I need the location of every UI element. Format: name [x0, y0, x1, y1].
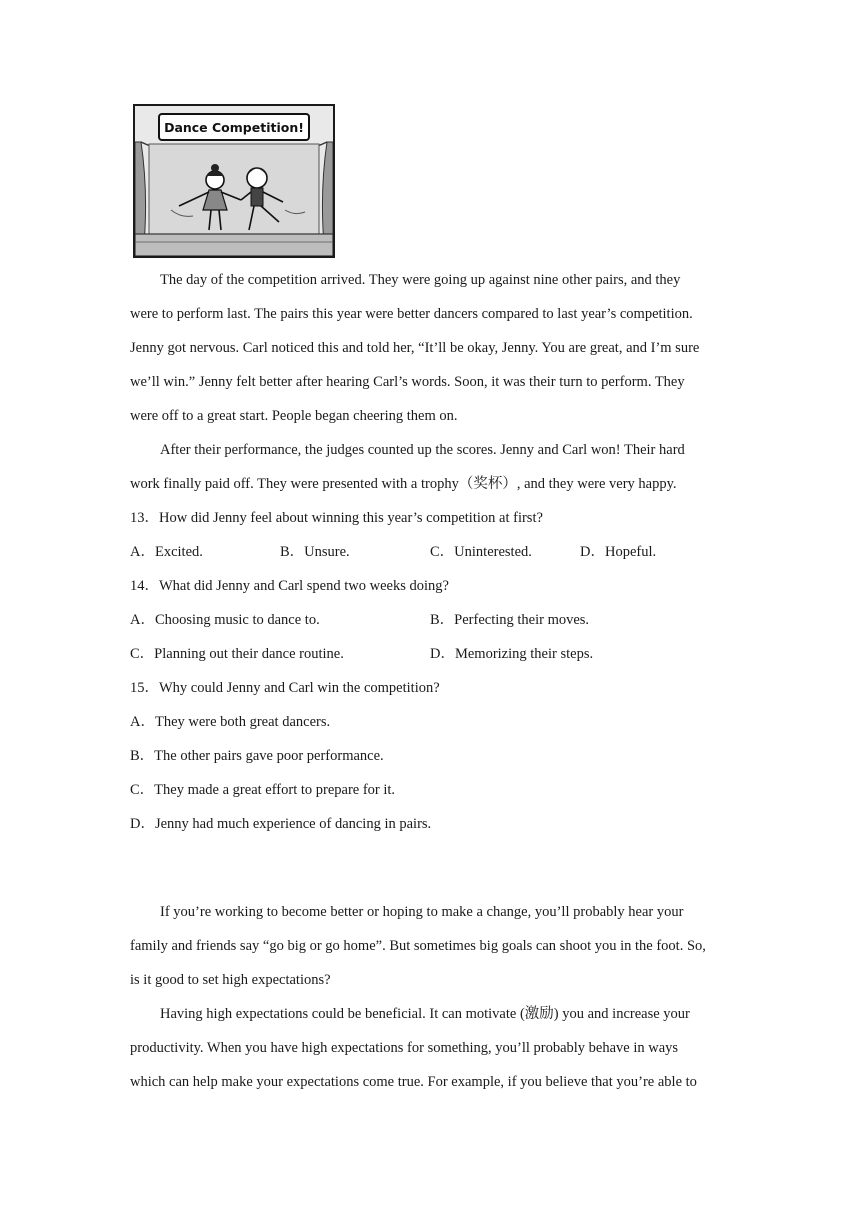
passage1-line: Jenny got nervous. Carl noticed this and told her, “It’ll be okay, Jenny. You are great, and I’m sure — [130, 340, 700, 356]
question-15-option-b[interactable]: B．The other pairs gave poor performance. — [130, 748, 384, 764]
question-15-option-d[interactable]: D．Jenny had much experience of dancing in pairs. — [130, 816, 432, 832]
passage2-line: family and friends say “go big or go home”. But sometimes big goals can shoot you in the foot. So, — [130, 938, 706, 954]
question-15-option-a[interactable]: A．They were both great dancers. — [130, 714, 331, 730]
passage1-line: The day of the competition arrived. They were going up against nine other pairs, and they — [160, 272, 681, 288]
passage2-line: If you’re working to become better or hoping to make a change, you’ll probably hear your — [160, 904, 684, 920]
passage2-line: which can help make your expectations come true. For example, if you believe that you’re able to — [130, 1074, 697, 1090]
passage1-line: we’ll win.” Jenny felt better after hearing Carl’s words. Soon, it was their turn to perform. They — [130, 374, 685, 390]
question-15-stem: 15．Why could Jenny and Carl win the competition? — [130, 680, 440, 696]
passage1-line: were to perform last. The pairs this year were better dancers compared to last year’s competition. — [130, 306, 693, 322]
passage2-line: productivity. When you have high expectations for something, you’ll probably behave in ways — [130, 1040, 679, 1056]
question-13-option-a[interactable]: A．Excited. — [130, 544, 203, 560]
dance-competition-illustration — [133, 104, 335, 258]
question-14-option-a[interactable]: A．Choosing music to dance to. — [130, 612, 320, 628]
question-15-option-c[interactable]: C．They made a great effort to prepare for it. — [130, 782, 396, 798]
question-14-option-c[interactable]: C．Planning out their dance routine. — [130, 646, 344, 662]
stage-drawing — [135, 106, 333, 256]
question-13-stem: 13．How did Jenny feel about winning this year’s competition at first? — [130, 510, 543, 526]
passage1-line: work finally paid off. They were presented with a trophy（奖杯）, and they were very happy. — [130, 476, 677, 492]
passage2-line: is it good to set high expectations? — [130, 972, 331, 988]
question-13-option-c[interactable]: C．Uninterested. — [430, 544, 532, 560]
question-14-option-d[interactable]: D．Memorizing their steps. — [430, 646, 594, 662]
question-14-stem: 14．What did Jenny and Carl spend two weeks doing? — [130, 578, 449, 594]
question-14-option-b[interactable]: B．Perfecting their moves. — [430, 612, 590, 628]
banner-text: Dance Competition! — [164, 120, 304, 135]
passage1-line: were off to a great start. People began cheering them on. — [130, 408, 458, 424]
question-13-option-d[interactable]: D．Hopeful. — [580, 544, 657, 560]
passage1-line: After their performance, the judges counted up the scores. Jenny and Carl won! Their hard — [160, 442, 685, 458]
passage2-line: Having high expectations could be beneficial. It can motivate (激励) you and increase your — [160, 1006, 690, 1022]
question-13-option-b[interactable]: B．Unsure. — [280, 544, 350, 560]
